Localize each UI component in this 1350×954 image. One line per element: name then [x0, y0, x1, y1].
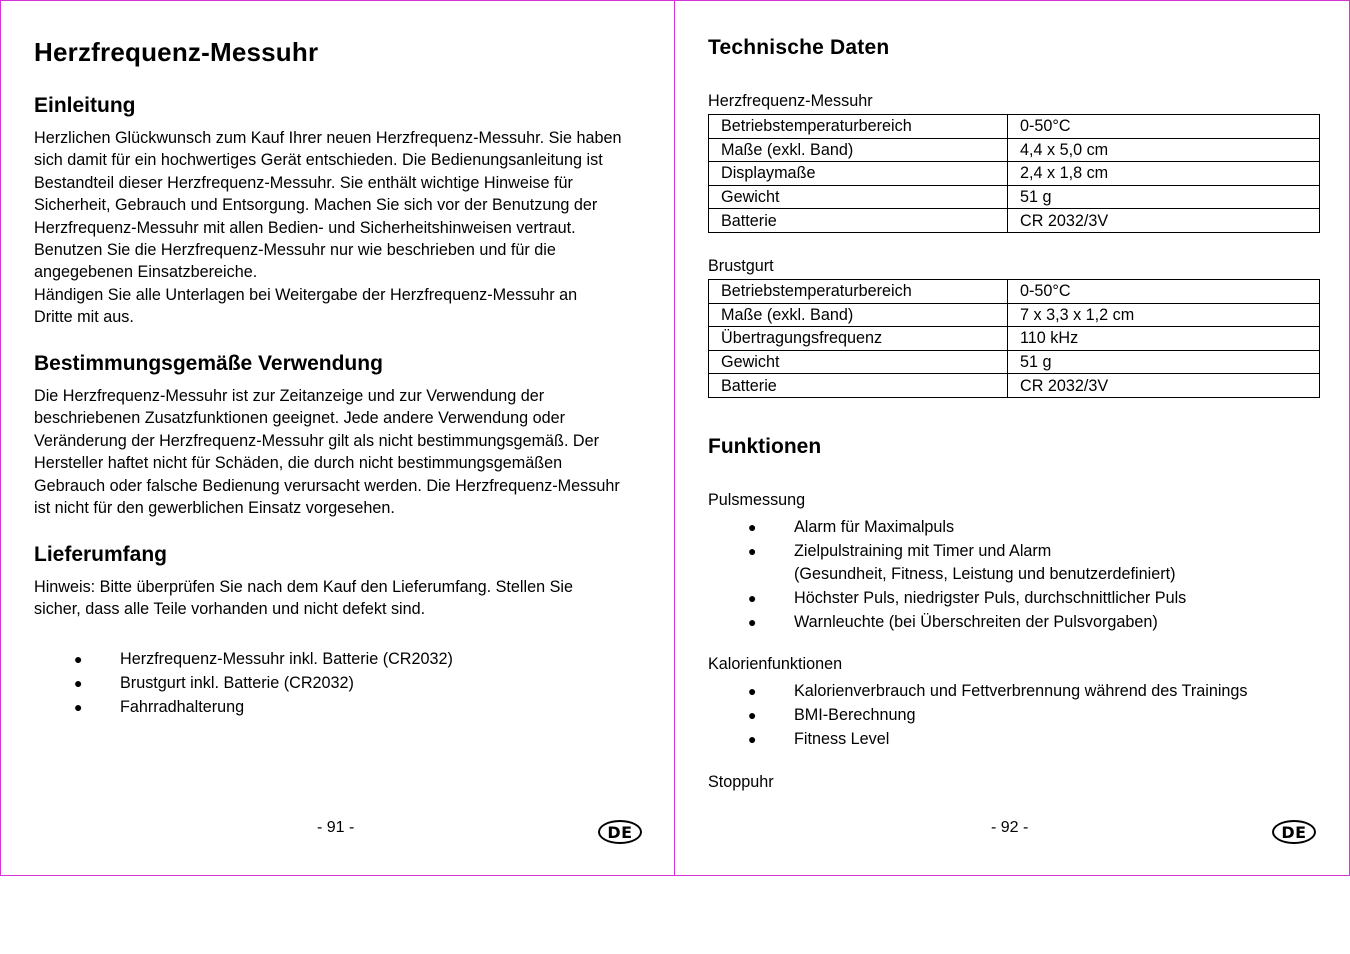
- intro-line: Herzfrequenz-Messuhr mit allen Bedien- und Sicherheitshinweisen vertraut.: [34, 218, 576, 237]
- usage-paragraph: [34, 385, 641, 519]
- intro-heading: Einleitung: [34, 94, 136, 117]
- list-item: ● Zielpulstraining mit Timer und Alarm (Gesundheit, Fitness, Leistung und benutzerdefiniert): [708, 539, 1186, 586]
- usage-line: Die Herzfrequenz-Messuhr ist zur Zeitanzeige und zur Verwendung der: [34, 387, 545, 405]
- delivery-note-line: Hinweis: Bitte überprüfen Sie nach dem Kauf den Lieferumfang. Stellen Sie: [34, 578, 574, 596]
- right-page: [674, 0, 1350, 876]
- list-item: ● Brustgurt inkl. Batterie (CR2032): [34, 671, 453, 695]
- list-item: ● Herzfrequenz-Messuhr inkl. Batterie (CR2032): [34, 647, 453, 671]
- list-item: ● Warnleuchte (bei Überschreiten der Pulsvorgaben): [708, 610, 1186, 634]
- list-item: ● BMI-Berechnung: [708, 703, 1248, 727]
- belt-table-caption: Brustgurt: [708, 257, 774, 275]
- functions-heading: Funktionen: [708, 435, 822, 458]
- bullet-icon: ●: [74, 651, 83, 667]
- list-item: ● Alarm für Maximalpuls: [708, 515, 1186, 539]
- bullet-icon: ●: [748, 683, 757, 699]
- list-item: ● Kalorienverbrauch und Fettverbrennung während des Trainings: [708, 679, 1248, 703]
- list-item: ● Fahrradhalterung: [34, 695, 453, 719]
- usage-line: beschriebenen Zusatzfunktionen geeignet. Jede andere Verwendung oder: [34, 409, 565, 428]
- bullet-icon: ●: [74, 699, 83, 715]
- watch-spec-table: [708, 114, 1320, 233]
- table-row: Gewicht 51 g: [709, 350, 1320, 374]
- usage-line: Hersteller haftet nicht für Schäden, die durch nicht bestimmungsgemäßen: [34, 454, 563, 473]
- intro-line: Dritte mit aus.: [34, 308, 134, 327]
- table-row: Batterie CR 2032/3V: [709, 209, 1320, 233]
- delivery-note-line: sicher, dass alle Teile vorhanden und nicht defekt sind.: [34, 600, 426, 619]
- table-row: Maße (exkl. Band) 7 x 3,3 x 1,2 cm: [709, 303, 1320, 327]
- usage-line: ist nicht für den gewerblichen Einsatz vorgesehen.: [34, 499, 395, 518]
- intro-line: Bestandteil dieser Herzfrequenz-Messuhr. Sie enthält wichtige Hinweise für: [34, 173, 573, 192]
- page-number: - 91 -: [317, 819, 355, 836]
- table-row: Batterie CR 2032/3V: [709, 374, 1320, 398]
- page-title: Herzfrequenz-Messuhr: [34, 37, 319, 67]
- pulse-caption: Pulsmessung: [708, 491, 806, 509]
- delivery-heading: Lieferumfang: [34, 543, 168, 566]
- intro-line: Händigen Sie alle Unterlagen bei Weitergabe der Herzfrequenz-Messuhr an: [34, 285, 578, 304]
- usage-heading: Bestimmungsgemäße Verwendung: [34, 352, 383, 375]
- usage-line: Gebrauch oder falsche Bedienung verursacht werden. Die Herzfrequenz-Messuhr: [34, 476, 620, 495]
- pulse-list: [708, 515, 1186, 634]
- table-row: Betriebstemperaturbereich 0-50°C: [709, 280, 1320, 304]
- watch-table-caption: Herzfrequenz-Messuhr: [708, 92, 873, 110]
- bullet-icon: ●: [748, 707, 757, 723]
- language-badge: DE: [598, 820, 642, 844]
- stopwatch-caption: Stoppuhr: [708, 773, 774, 791]
- table-row: Maße (exkl. Band) 4,4 x 5,0 cm: [709, 138, 1320, 162]
- list-item: ● Höchster Puls, niedrigster Puls, durchschnittlicher Puls: [708, 586, 1186, 610]
- delivery-note: [34, 576, 641, 621]
- language-badge: DE: [1272, 820, 1316, 844]
- intro-paragraph: [34, 127, 641, 329]
- list-item: ● Fitness Level: [708, 727, 1248, 751]
- bullet-icon: ●: [748, 519, 757, 535]
- bullet-icon: ●: [748, 543, 757, 559]
- usage-line: Veränderung der Herzfrequenz-Messuhr gilt als nicht bestimmungsgemäß. Der: [34, 431, 600, 450]
- bullet-icon: ●: [748, 614, 757, 630]
- intro-line: sich damit für ein hochwertiges Gerät entschieden. Die Bedienungsanleitung ist: [34, 151, 603, 170]
- intro-line: angegebenen Einsatzbereiche.: [34, 263, 258, 282]
- table-row: Gewicht 51 g: [709, 185, 1320, 209]
- calories-list: [708, 679, 1248, 751]
- intro-line: Sicherheit, Gebrauch und Entsorgung. Machen Sie sich vor der Benutzung der: [34, 196, 598, 215]
- table-row: Displaymaße 2,4 x 1,8 cm: [709, 162, 1320, 186]
- calories-caption: Kalorienfunktionen: [708, 655, 843, 673]
- bullet-icon: ●: [748, 590, 757, 606]
- delivery-list: [34, 647, 453, 719]
- table-row: Übertragungsfrequenz 110 kHz: [709, 327, 1320, 351]
- tech-data-heading: Technische Daten: [708, 36, 890, 59]
- page-number: - 92 -: [991, 819, 1029, 836]
- belt-spec-table: [708, 279, 1320, 398]
- table-row: Betriebstemperaturbereich 0-50°C: [709, 115, 1320, 139]
- left-page: [0, 0, 675, 876]
- bullet-icon: ●: [748, 731, 757, 747]
- intro-line: Herzlichen Glückwunsch zum Kauf Ihrer neuen Herzfrequenz-Messuhr. Sie haben: [34, 129, 622, 147]
- intro-line: Benutzen Sie die Herzfrequenz-Messuhr nur wie beschrieben und für die: [34, 241, 556, 260]
- bullet-icon: ●: [74, 675, 83, 691]
